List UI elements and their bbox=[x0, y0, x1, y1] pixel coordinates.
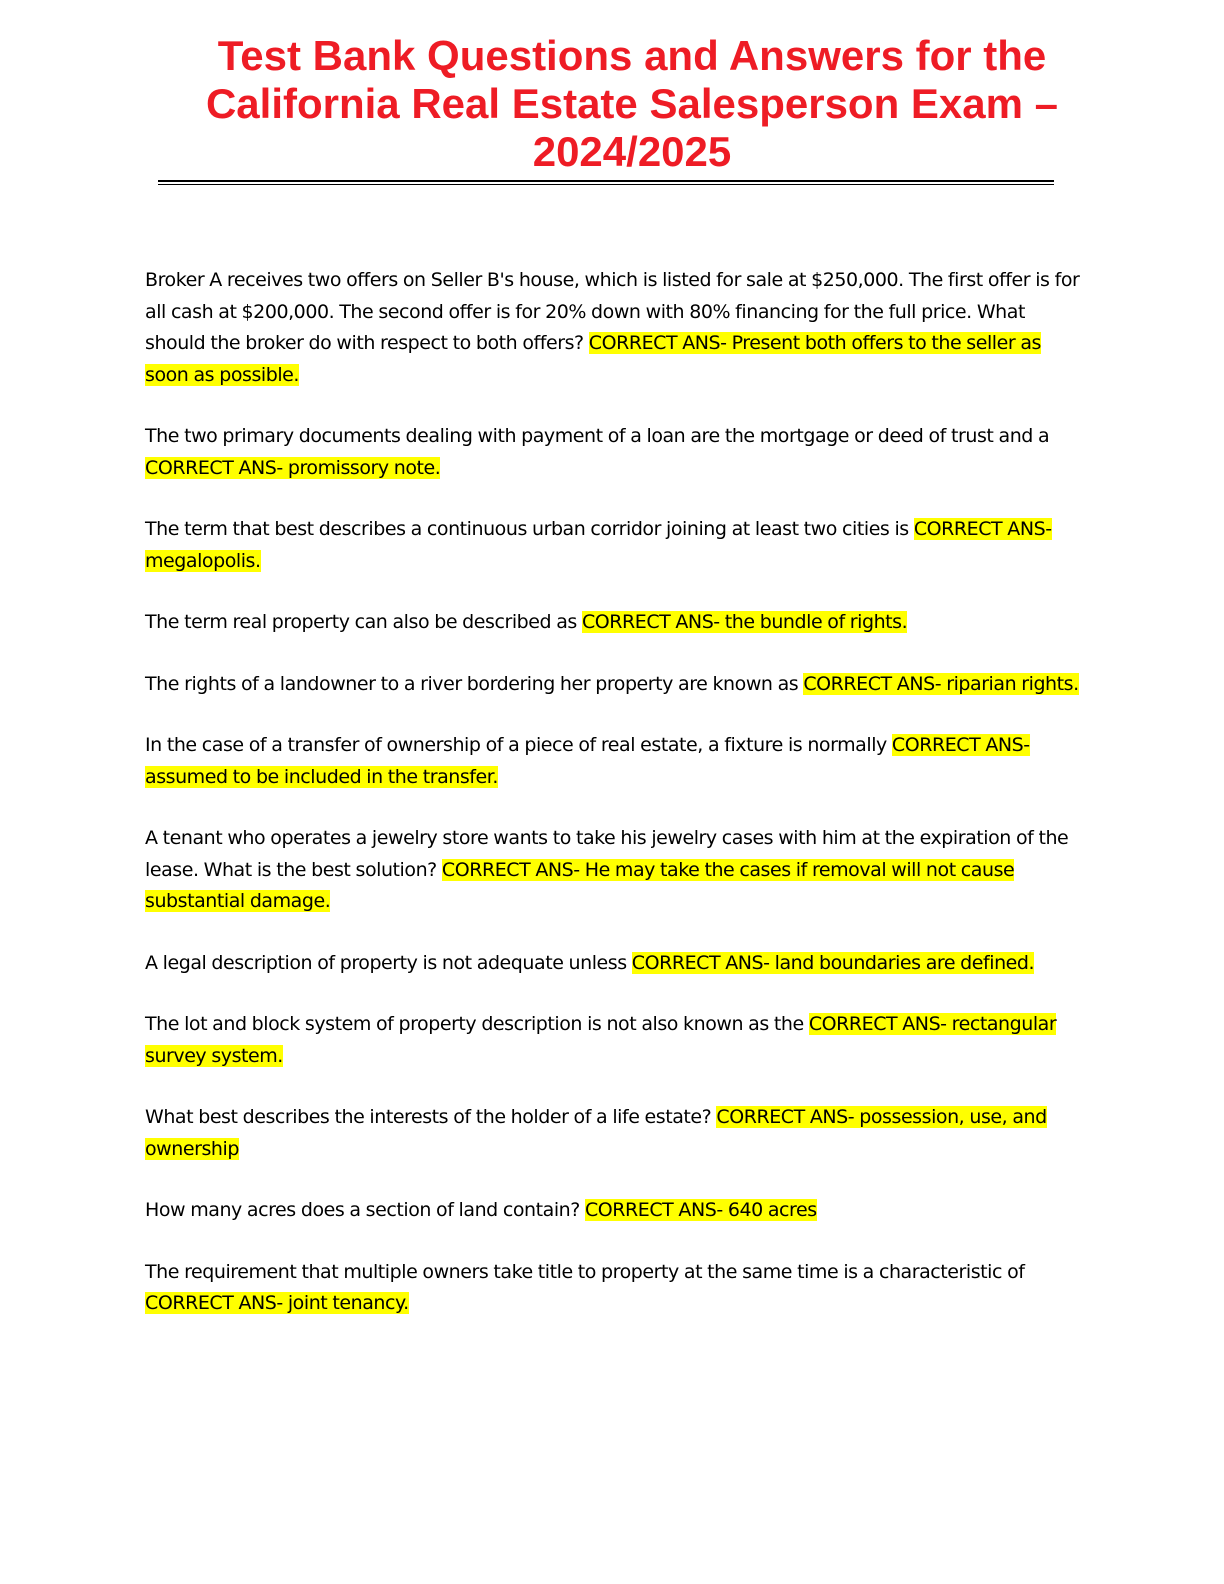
question-text: A legal description of property is not adequate unless bbox=[145, 951, 627, 974]
answer-highlight: CORRECT ANS- megalopolis. bbox=[145, 518, 1052, 572]
qa-list bbox=[145, 265, 1080, 1350]
question-text: The term that best describes a continuous urban corridor joining at least two cities is bbox=[145, 518, 909, 540]
qa-item bbox=[145, 421, 1080, 484]
answer-highlight: CORRECT ANS- He may take the cases if removal will not cause substantial damage. bbox=[145, 858, 1015, 912]
answer-highlight: CORRECT ANS- the bundle of rights. bbox=[581, 611, 908, 633]
qa-item bbox=[145, 607, 1080, 639]
answer-highlight: CORRECT ANS- 640 acres bbox=[584, 1199, 817, 1221]
answer-highlight: CORRECT ANS- riparian rights. bbox=[803, 672, 1079, 695]
answer-highlight: CORRECT ANS- possession, use, and ownership bbox=[145, 1106, 1047, 1160]
answer-highlight: CORRECT ANS- rectangular survey system. bbox=[145, 1013, 1057, 1067]
qa-item bbox=[145, 265, 1080, 391]
qa-item bbox=[145, 1102, 1080, 1165]
question-text: The requirement that multiple owners take title to property at the same time is a characteristic of bbox=[145, 1260, 1025, 1283]
question-text: What best describes the interests of the holder of a life estate? bbox=[145, 1106, 712, 1128]
qa-item bbox=[145, 823, 1080, 918]
answer-highlight: CORRECT ANS- promissory note. bbox=[145, 456, 441, 479]
question-text: The lot and block system of property description is not also known as the bbox=[145, 1013, 804, 1035]
document-title: Test Bank Questions and Answers for the California Real Estate Salesperson Exam – 2024/2025 bbox=[205, 32, 1059, 175]
question-text: The term real property can also be described as bbox=[145, 611, 577, 633]
answer-highlight: CORRECT ANS- joint tenancy. bbox=[145, 1292, 409, 1314]
qa-item bbox=[145, 1009, 1080, 1072]
qa-item bbox=[145, 669, 1080, 701]
answer-highlight: CORRECT ANS- Present both offers to the seller as soon as possible. bbox=[145, 332, 1041, 386]
title-divider bbox=[158, 180, 1054, 185]
question-text: How many acres does a section of land contain? bbox=[145, 1199, 580, 1221]
question-text: Broker A receives two offers on Seller B's house, which is listed for sale at $250,000. The first offer is for all cash at $200,000. The second offer is for 20% down with 80% financing for the full price. What should the broker do with respect to both offers? bbox=[145, 269, 1080, 354]
question-text: The rights of a landowner to a river bordering her property are known as bbox=[145, 672, 799, 695]
answer-highlight: CORRECT ANS- land boundaries are defined. bbox=[631, 951, 1035, 974]
question-text: The two primary documents dealing with payment of a loan are the mortgage or deed of trust and a bbox=[145, 425, 1050, 447]
qa-item bbox=[145, 1195, 1080, 1227]
qa-item bbox=[145, 514, 1080, 577]
answer-highlight: CORRECT ANS- assumed to be included in the transfer. bbox=[145, 734, 1030, 788]
question-text: A tenant who operates a jewelry store wants to take his jewelry cases with him at the expiration of the lease. What is the best solution? bbox=[145, 827, 1069, 881]
qa-item bbox=[145, 730, 1080, 793]
qa-item bbox=[145, 1257, 1080, 1320]
question-text: In the case of a transfer of ownership of a piece of real estate, a fixture is normally bbox=[145, 734, 887, 756]
qa-item bbox=[145, 948, 1080, 980]
